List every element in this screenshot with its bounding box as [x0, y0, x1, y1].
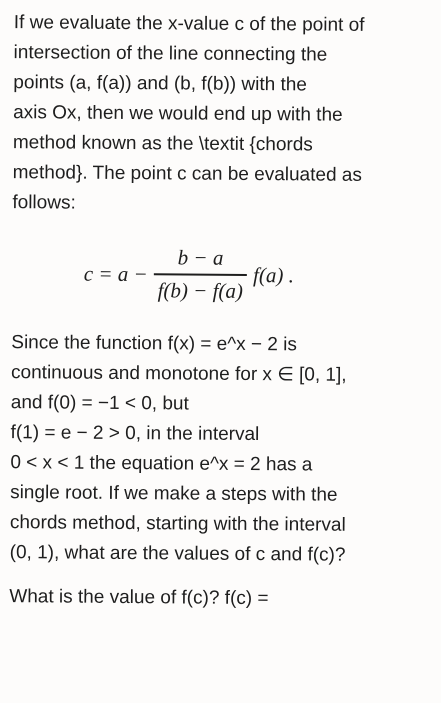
text-line: (0, 1), what are the values of c and f(c)? — [9, 542, 346, 566]
formula-rhs: f(a) . — [252, 262, 295, 287]
formula-denominator: f(b) − f(a) — [157, 277, 244, 303]
text-line: chords method, starting with the interval — [9, 512, 346, 536]
chord-formula — [12, 228, 428, 321]
formula-numerator: b − a — [177, 245, 224, 271]
text-line: and f(0) = −1 < 0, but — [10, 392, 189, 415]
text-line: Since the function f(x) = e^x − 2 is — [11, 332, 298, 356]
formula-lhs: c = a − — [83, 261, 148, 286]
text-line: axis Ox, then we would end up with the — [13, 102, 343, 126]
text-line: single root. If we make a steps with the — [10, 482, 338, 506]
intro-paragraph — [12, 8, 429, 221]
question-line: What is the value of f(c)? f(c) = — [9, 586, 269, 610]
text-line: points (a, f(a)) and (b, f(b)) with the — [13, 72, 307, 96]
text-line: continuous and monotone for x ∈ [0, 1], — [10, 362, 347, 386]
formula-fraction — [154, 245, 248, 303]
text-line: method}. The point c can be evaluated as — [12, 162, 363, 186]
text-line: follows: — [12, 192, 76, 214]
text-line: f(1) = e − 2 > 0, in the interval — [10, 422, 260, 446]
text-line: If we evaluate the x-value c of the point of — [13, 12, 365, 36]
text-line: method known as the \textit {chords — [12, 132, 313, 156]
problem-paragraph — [10, 328, 427, 571]
text-line: 0 < x < 1 the equation e^x = 2 has a — [10, 452, 313, 476]
text-line: intersection of the line connecting the — [13, 42, 328, 66]
